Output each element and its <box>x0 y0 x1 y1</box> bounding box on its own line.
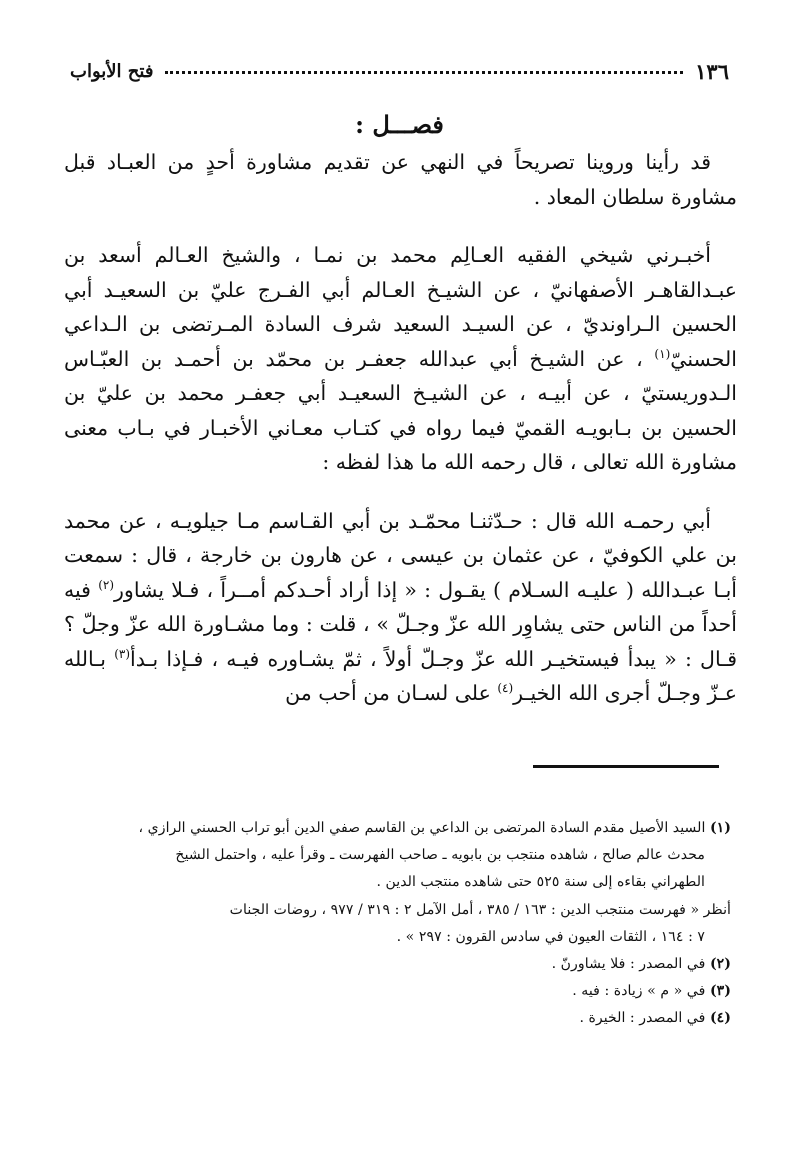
paragraph-text: أخبـرني شيخي الفقيه العـالِم محمد بن نمـا ، والشيخ العـالم أسعد بن عبـدالقاهـر الأصفهانيّ ، عن الشيـخ العـالم أبي الفـرج عليّ بن السعيـد أبي الحسين الـراونديّ ، عن السيـد السعيد شرف السادة المـرتضى بن الـداعي الحسنيّ <box>64 243 737 371</box>
footnote-1-line-2 <box>75 842 731 869</box>
footnotes <box>75 815 731 1033</box>
footnote-number: (٤) <box>709 1010 731 1027</box>
footnote-ref-4: (٤) <box>497 681 514 696</box>
paragraph-text: فيه أحداً من الناس حتى يشاوِر الله عزّ وجـلّ » ، قلت : وما مشـاورة الله عزّ وجلّ ؟ قـال : « يبدأ فيستخيـر الله عزّ وجـلّ أولاً ، ثمّ يشـاوره فيـه ، فـإذا بـدأ <box>64 577 737 671</box>
running-header <box>70 56 729 86</box>
main-text <box>64 145 737 735</box>
footnote-line: الطهراني بقاءه إلى سنة ٥٢٥ حتى شاهده منتجب الدين . <box>376 874 705 891</box>
footnote-line: السيد الأصيل مقدم السادة المرتضى بن الداعي بن القاسم صفي الدين أبو تراب الحسني الرازي ، <box>138 820 706 836</box>
footnote-line: محدث عالم صالح ، شاهده منتجب بن بابويه ـ صاحب الفهرست ـ وقرأ عليه ، واحتمل الشيخ <box>175 847 705 864</box>
paragraph-text: بـالله عـزّ وجـلّ أجرى الله الخيـر <box>64 646 737 705</box>
footnote-1-line-3 <box>75 869 731 896</box>
paragraph-text: ، عن الشيـخ أبي عبدالله جعفـر بن محمّد بن أحمـد بن العبّـاس الـدوريستيّ ، عن أبيـه ، عن الشيـخ السعيـد أبي جعفـر محمد بن عليّ بن الحسين بن بـابويـه القميّ فيما رواه في كتـاب معـاني الأخبـار في بـاب معنى مشاورة الله تعالى ، قال رحمه الله ما هذا لفظه : <box>64 346 737 474</box>
footnote-1-references-line-2 <box>75 924 731 951</box>
footnote-3 <box>75 978 731 1005</box>
section-heading: فصـــل : <box>355 110 444 139</box>
paragraph-text: على لسـان من أحب من <box>285 681 498 705</box>
footnote-number: (٣) <box>709 983 731 1000</box>
footnote-line: في المصدر : فلا يشاورنّ . <box>551 956 706 973</box>
footnote-line: أنظر « فهرست منتجب الدين : ١٦٣ / ٣٨٥ ، أمل الآمل ٢ : ٣١٩ / ٩٧٧ ، روضات الجنات <box>229 901 731 918</box>
footnote-line: ٧ : ١٦٤ ، الثقات العيون في سادس القرون : ٢٩٧ » . <box>396 928 705 945</box>
footnote-2 <box>75 951 731 978</box>
footnote-number: (١) <box>709 820 731 836</box>
paragraph-2 <box>64 238 737 480</box>
footnote-line: في المصدر : الخيرة . <box>579 1010 706 1027</box>
footnote-4 <box>75 1005 731 1032</box>
paragraph-1 <box>64 145 737 214</box>
header-dot-leader <box>165 69 683 74</box>
paragraph-text: قد رأينا وروينا تصريحاً في النهي عن تقديم مشاورة أحدٍ من العبـاد قبل مشاورة سلطان المعاد . <box>64 150 737 209</box>
paragraph-text: أبي رحمـه الله قال : حـدّثنـا محمّـد بن أبي القـاسم مـا جيلويـه ، عن محمد بن علي الكوفيّ ، عن عثمان بن عيسى ، عن هارون بن خارجة ، قال : سمعت أبـا عبـدالله ( عليـه السـلام ) يقـول : « إذا أراد أحـدكم أمــراً ، فـلا يشاور <box>64 508 737 602</box>
footnote-1 <box>75 815 731 842</box>
footnote-ref-2: (٢) <box>98 577 115 592</box>
footnote-number: (٢) <box>709 956 731 973</box>
footnote-line: في « م » زيادة : فيه . <box>572 983 706 1000</box>
footnote-separator <box>533 765 719 768</box>
page-number: ١٣٦ <box>695 58 729 84</box>
footnote-ref-3: (٣) <box>114 646 131 661</box>
footnote-1-references <box>75 897 731 924</box>
footnote-ref-1: (١) <box>654 346 671 361</box>
book-title: فتح الأبواب <box>70 60 154 82</box>
paragraph-3 <box>64 504 737 711</box>
